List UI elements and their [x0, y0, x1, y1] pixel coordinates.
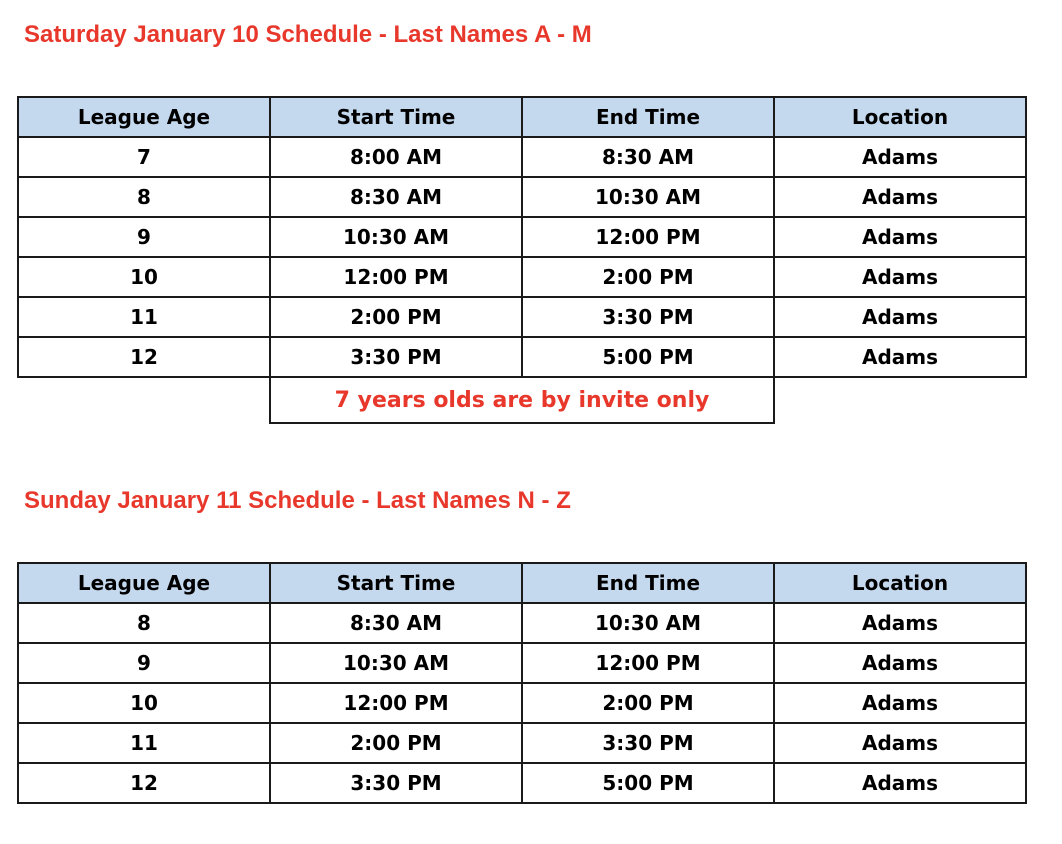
cell-start-time: 3:30 PM	[270, 763, 522, 803]
saturday-schedule-title: Saturday January 10 Schedule - Last Names A - M	[24, 21, 592, 48]
cell-league-age: 9	[18, 643, 270, 683]
cell-start-time: 2:00 PM	[270, 297, 522, 337]
cell-end-time: 3:30 PM	[522, 297, 774, 337]
cell-league-age: 7	[18, 137, 270, 177]
cell-end-time: 3:30 PM	[522, 723, 774, 763]
note-spacer-right	[774, 377, 1026, 423]
cell-start-time: 10:30 AM	[270, 217, 522, 257]
cell-location: Adams	[774, 643, 1026, 683]
table-row	[18, 643, 1026, 683]
column-header-end-time: End Time	[522, 563, 774, 603]
table-row	[18, 217, 1026, 257]
table-row	[18, 257, 1026, 297]
cell-location: Adams	[774, 337, 1026, 377]
table-row	[18, 763, 1026, 803]
column-header-start-time: Start Time	[270, 563, 522, 603]
cell-league-age: 11	[18, 297, 270, 337]
table-row	[18, 603, 1026, 643]
cell-league-age: 8	[18, 603, 270, 643]
cell-location: Adams	[774, 297, 1026, 337]
cell-start-time: 3:30 PM	[270, 337, 522, 377]
column-header-end-time: End Time	[522, 97, 774, 137]
cell-end-time: 5:00 PM	[522, 763, 774, 803]
note-spacer-left	[18, 377, 270, 423]
cell-end-time: 2:00 PM	[522, 683, 774, 723]
table-row	[18, 337, 1026, 377]
cell-location: Adams	[774, 683, 1026, 723]
cell-end-time: 2:00 PM	[522, 257, 774, 297]
cell-end-time: 8:30 AM	[522, 137, 774, 177]
sunday-schedule-table	[17, 562, 1027, 804]
cell-location: Adams	[774, 257, 1026, 297]
cell-league-age: 9	[18, 217, 270, 257]
sunday-schedule-title: Sunday January 11 Schedule - Last Names N - Z	[24, 487, 571, 514]
cell-end-time: 12:00 PM	[522, 643, 774, 683]
cell-start-time: 12:00 PM	[270, 257, 522, 297]
cell-league-age: 10	[18, 683, 270, 723]
column-header-location: Location	[774, 563, 1026, 603]
cell-location: Adams	[774, 723, 1026, 763]
saturday-schedule-table	[17, 96, 1027, 424]
cell-end-time: 12:00 PM	[522, 217, 774, 257]
cell-location: Adams	[774, 217, 1026, 257]
table-row	[18, 137, 1026, 177]
cell-league-age: 12	[18, 763, 270, 803]
column-header-location: Location	[774, 97, 1026, 137]
cell-location: Adams	[774, 763, 1026, 803]
cell-start-time: 8:00 AM	[270, 137, 522, 177]
cell-start-time: 2:00 PM	[270, 723, 522, 763]
cell-end-time: 10:30 AM	[522, 603, 774, 643]
column-header-start-time: Start Time	[270, 97, 522, 137]
table-row	[18, 723, 1026, 763]
table-row	[18, 297, 1026, 337]
table-header-row	[18, 563, 1026, 603]
table-row	[18, 177, 1026, 217]
cell-start-time: 10:30 AM	[270, 643, 522, 683]
table-header-row	[18, 97, 1026, 137]
cell-league-age: 12	[18, 337, 270, 377]
column-header-league-age: League Age	[18, 97, 270, 137]
table-row	[18, 683, 1026, 723]
cell-location: Adams	[774, 137, 1026, 177]
cell-league-age: 10	[18, 257, 270, 297]
cell-league-age: 11	[18, 723, 270, 763]
column-header-league-age: League Age	[18, 563, 270, 603]
cell-end-time: 5:00 PM	[522, 337, 774, 377]
cell-end-time: 10:30 AM	[522, 177, 774, 217]
cell-start-time: 8:30 AM	[270, 177, 522, 217]
cell-start-time: 12:00 PM	[270, 683, 522, 723]
invite-only-note: 7 years olds are by invite only	[270, 377, 774, 423]
cell-league-age: 8	[18, 177, 270, 217]
cell-location: Adams	[774, 603, 1026, 643]
note-row	[18, 377, 1026, 423]
cell-start-time: 8:30 AM	[270, 603, 522, 643]
cell-location: Adams	[774, 177, 1026, 217]
